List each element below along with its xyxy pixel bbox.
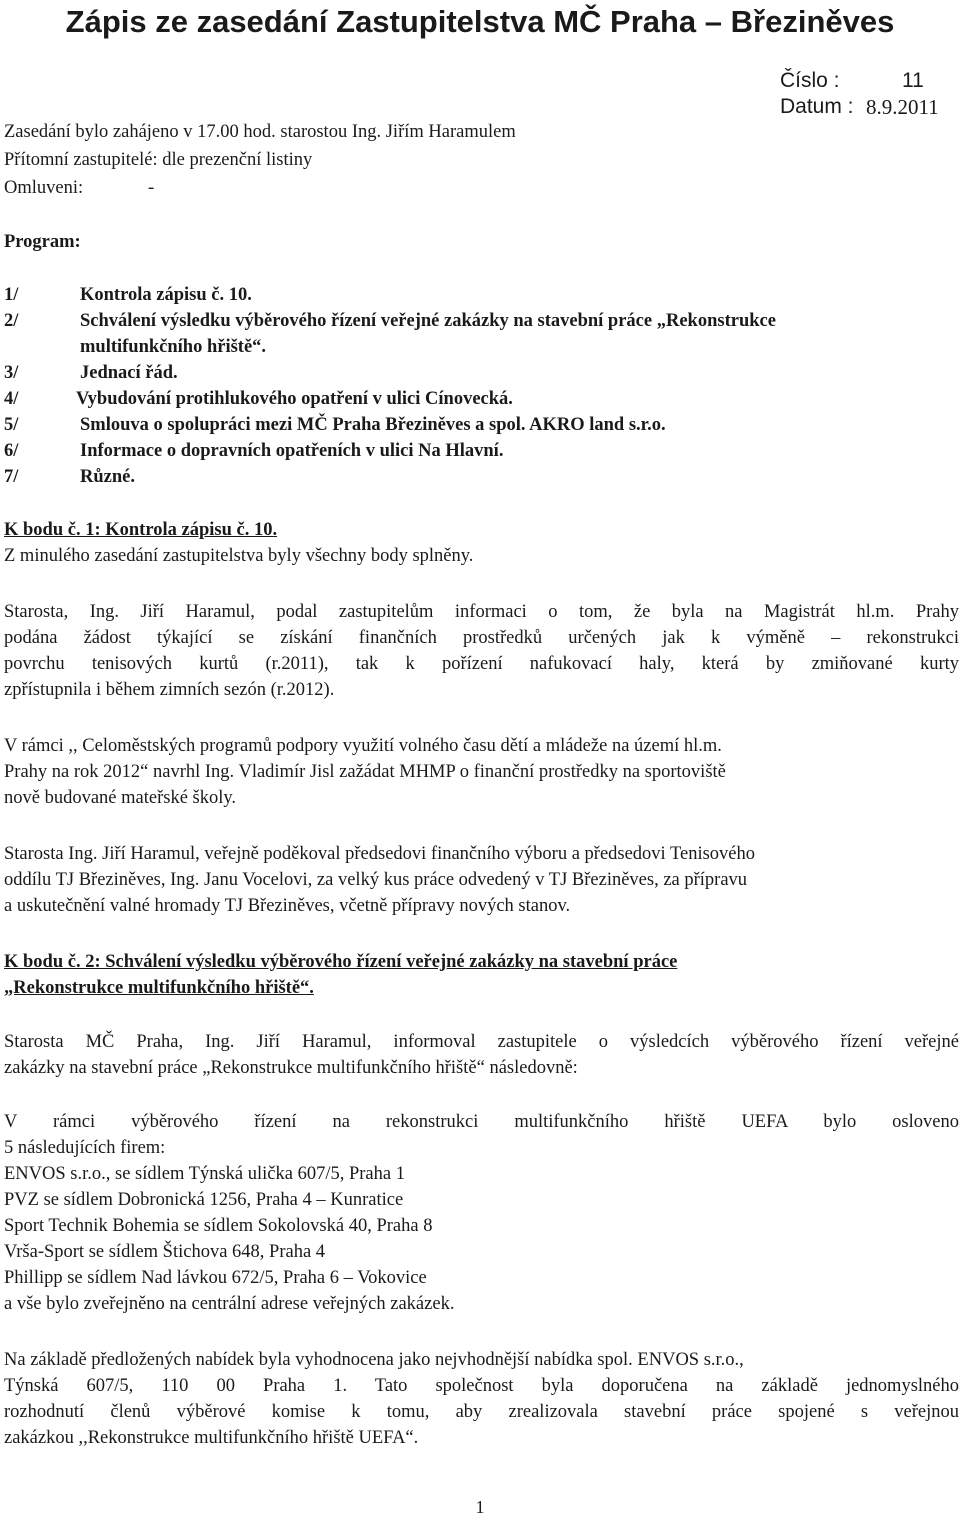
firm-item: PVZ se sídlem Dobronická 1256, Praha 4 – Kunratice — [4, 1190, 404, 1210]
paragraph-line: 5 následujících firem: — [4, 1138, 166, 1158]
paragraph-line: zakázkou ,,Rekonstrukce multifunkčního hřiště UEFA“. — [4, 1428, 419, 1448]
firm-list-note: a vše bylo zveřejněno na centrální adrese veřejných zakázek. — [4, 1294, 455, 1314]
paragraph-line: V rámci ,, Celoměstských programů podpory využití volného času dětí a mládeže na území hl.m. — [4, 736, 722, 756]
paragraph-line: Prahy na rok 2012“ navrhl Ing. Vladimír Jisl zažádat MHMP o finanční prostředky na sportoviště — [4, 762, 726, 782]
omluveni-value: - — [148, 178, 155, 198]
paragraph-line: rozhodnutí členů výběrové komise k tomu, aby zrealizovala stavební práce spojené s veřejnou — [4, 1402, 959, 1422]
program-item-number: 2/ — [4, 311, 19, 331]
paragraph-line: povrchu tenisových kurtů (r.2011), tak k pořízení nafukovací haly, která by zmiňované kurty — [4, 654, 959, 674]
program-item-number: 6/ — [4, 441, 19, 461]
program-item-text: Jednací řád. — [80, 363, 178, 383]
program-heading: Program: — [4, 232, 81, 252]
firm-item: Vrša-Sport se sídlem Štichova 648, Praha 4 — [4, 1242, 326, 1262]
program-item-number: 4/ — [4, 389, 19, 409]
datum-value: 8.9.2011 — [866, 95, 939, 119]
program-item-number: 3/ — [4, 363, 19, 383]
cislo-label: Číslo : — [780, 69, 840, 92]
firm-item: ENVOS s.r.o., se sídlem Týnská ulička 607/5, Praha 1 — [4, 1164, 405, 1184]
document-title: Zápis ze zasedání Zastupitelstva MČ Praha – Březiněves — [65, 4, 895, 39]
attendance-line: Přítomní zastupitelé: dle prezenční listiny — [4, 150, 313, 170]
program-item-text: Smlouva o spolupráci mezi MČ Praha Březiněves a spol. AKRO land s.r.o. — [80, 415, 666, 435]
paragraph-line: zpřístupnila i během zimních sezón (r.2012). — [4, 680, 335, 700]
paragraph-line: Starosta Ing. Jiří Haramul, veřejně poděkoval předsedovi finančního výboru a předsedovi Tenisového — [4, 844, 756, 864]
paragraph-line: Starosta MČ Praha, Ing. Jiří Haramul, informoval zastupitele o výsledcích výběrového řízení veřejné — [4, 1032, 959, 1052]
section-2-heading: K bodu č. 2: Schválení výsledku výběrového řízení veřejné zakázky na stavební práce — [4, 952, 678, 972]
paragraph-line: Na základě předložených nabídek byla vyhodnocena jako nejvhodnější nabídka spol. ENVOS s.r.o., — [4, 1350, 744, 1370]
cislo-value: 11 — [902, 69, 924, 92]
paragraph-line: oddílu TJ Březiněves, Ing. Janu Vocelovi, za velký kus práce odvedený v TJ Březiněves, za přípravu — [4, 870, 748, 890]
paragraph-line: V rámci výběrového řízení na rekonstrukci multifunkčního hřiště UEFA bylo osloveno — [4, 1112, 959, 1132]
program-item-number: 5/ — [4, 415, 19, 435]
section-1-heading: K bodu č. 1: Kontrola zápisu č. 10. — [4, 520, 278, 540]
firm-item: Sport Technik Bohemia se sídlem Sokolovská 40, Praha 8 — [4, 1216, 433, 1236]
program-item-text: Kontrola zápisu č. 10. — [80, 285, 252, 305]
opening-line: Zasedání bylo zahájeno v 17.00 hod. starostou Ing. Jiřím Haramulem — [4, 122, 516, 142]
section-2-heading-cont: „Rekonstrukce multifunkčního hřiště“. — [4, 978, 314, 998]
program-item-number: 1/ — [4, 285, 19, 305]
datum-label: Datum : — [780, 95, 854, 118]
omluveni-label: Omluveni: — [4, 178, 84, 198]
firm-item: Phillipp se sídlem Nad lávkou 672/5, Praha 6 – Vokovice — [4, 1268, 427, 1288]
paragraph-line: podána žádost týkající se získání finančních prostředků určených jak k výměně – rekonstrukci — [4, 628, 959, 648]
program-item-number: 7/ — [4, 467, 19, 487]
paragraph-line: Týnská 607/5, 110 00 Praha 1. Tato společnost byla doporučena na základě jednomyslného — [4, 1376, 959, 1396]
paragraph-line: zakázky na stavební práce „Rekonstrukce multifunkčního hřiště“ následovně: — [4, 1058, 578, 1078]
program-item-continuation: multifunkčního hřiště“. — [80, 337, 267, 357]
program-item-text: Informace o dopravních opatřeních v ulici Na Hlavní. — [80, 441, 504, 461]
paragraph-line: Starosta, Ing. Jiří Haramul, podal zastupitelům informaci o tom, že byla na Magistrát hl.m. Prahy — [4, 602, 959, 622]
program-item-text: Různé. — [80, 467, 135, 487]
section-1-text: Z minulého zasedání zastupitelstva byly všechny body splněny. — [4, 546, 474, 566]
program-item-text: Schválení výsledku výběrového řízení veřejné zakázky na stavební práce „Rekonstrukce — [80, 311, 776, 331]
program-item-text: Vybudování protihlukového opatření v ulici Cínovecká. — [76, 389, 513, 409]
paragraph-line: a uskutečnění valné hromady TJ Březiněves, včetně přípravy nových stanov. — [4, 896, 571, 916]
page-number: 1 — [475, 1497, 485, 1517]
paragraph-line: nově budované mateřské školy. — [4, 788, 237, 808]
